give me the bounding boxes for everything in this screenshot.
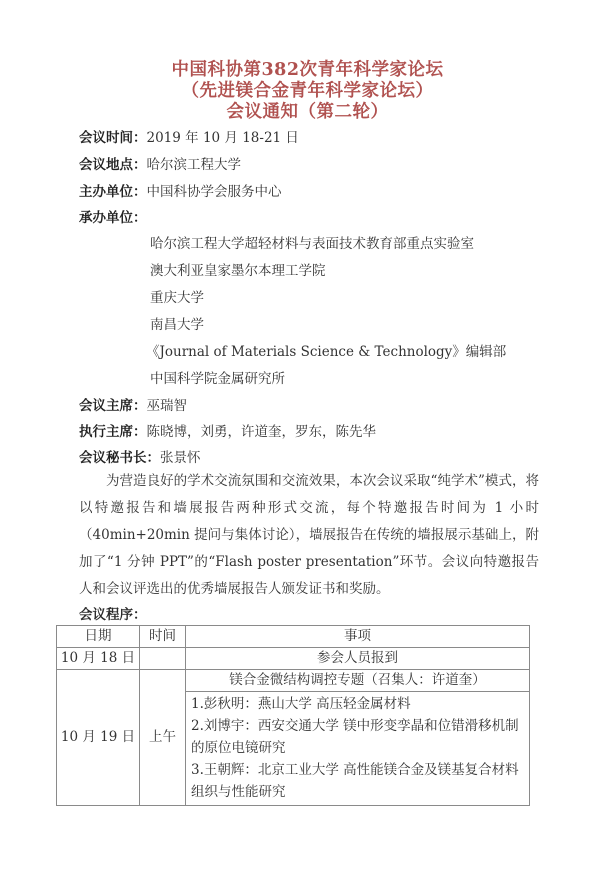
talk-item: 2.刘博宇：西安交通大学 镁中形变孪晶和位错滑移机制的原位电镜研究 [191, 718, 519, 756]
header-time: 时间 [140, 626, 186, 648]
field-label: 执行主席： [79, 424, 147, 440]
field-secretary [79, 449, 201, 467]
row-time: 上午 [140, 670, 186, 806]
organizer-item: 重庆大学 [150, 290, 204, 306]
field-label: 会议主席： [79, 398, 147, 414]
header-date: 日期 [57, 626, 140, 648]
description-paragraph [79, 468, 539, 603]
talk-item: 1.彭秋明：燕山大学 高压轻金属材料 [191, 696, 411, 712]
organizer-item: 中国科学院金属研究所 [150, 371, 285, 387]
field-time [79, 129, 299, 147]
title-line-2: （先进镁合金青年科学家论坛） [181, 81, 434, 101]
organizer-item: 《Journal of Materials Science & Technology》编辑部 [146, 344, 507, 360]
field-exec-chair [79, 423, 376, 441]
document-title [0, 60, 615, 123]
paragraph-text: 为营造良好的学术交流氛围和交流效果，本次会议采取“纯学术”模式，将以特邀报告和墙展报告两种形式交流，每个特邀报告时间为 1 小时（40min+20min 提问与集体讨论），墙展报告在传统的墙报展示基础上，附加了“1 分钟 PPT”的“Flash poster presentation”环节。会议向特邀报告人和会议评选出的优秀墙展报告人颁发证书和奖励。 [79, 473, 539, 597]
field-label: 会议秘书长： [79, 450, 160, 466]
schedule-table [56, 625, 530, 806]
field-venue [79, 156, 241, 174]
session-title: 镁合金微结构调控专题（召集人：许道奎） [186, 670, 530, 692]
field-value: 2019 年 10 月 18-21 日 [146, 130, 299, 146]
row-item: 参会人员报到 [186, 648, 530, 670]
organizer-item: 南昌大学 [150, 317, 204, 333]
field-value: 巫瑞智 [146, 398, 187, 414]
field-host [79, 183, 282, 201]
field-label: 会议地点： [79, 157, 147, 173]
schedule-title: 会议程序： [79, 607, 147, 623]
talk-list [186, 692, 530, 806]
field-value: 张景怀 [160, 450, 201, 466]
organizer-item: 哈尔滨工程大学超轻材料与表面技术教育部重点实验室 [150, 236, 474, 252]
field-value: 陈晓博，刘勇，许道奎，罗东，陈先华 [146, 424, 376, 440]
talk-item: 3.王朝辉：北京工业大学 高性能镁合金及镁基复合材料组织与性能研究 [191, 762, 519, 800]
header-item: 事项 [186, 626, 530, 648]
field-organizers [79, 209, 147, 227]
title-line-3: 会议通知（第二轮） [226, 102, 389, 122]
title-line-1: 中国科协第382次青年科学家论坛 [171, 60, 444, 80]
field-label: 承办单位： [79, 210, 147, 226]
field-value: 中国科协学会服务中心 [146, 184, 282, 200]
field-label: 会议时间： [79, 130, 147, 146]
row-time [140, 648, 186, 670]
table-row [57, 670, 530, 692]
table-row [57, 648, 530, 670]
field-label: 主办单位： [79, 184, 147, 200]
row-date: 10 月 18 日 [57, 648, 140, 670]
field-chair [79, 397, 187, 415]
field-value: 哈尔滨工程大学 [146, 157, 241, 173]
table-header-row [57, 626, 530, 648]
row-date: 10 月 19 日 [57, 670, 140, 806]
organizer-item: 澳大利亚皇家墨尔本理工学院 [150, 263, 326, 279]
